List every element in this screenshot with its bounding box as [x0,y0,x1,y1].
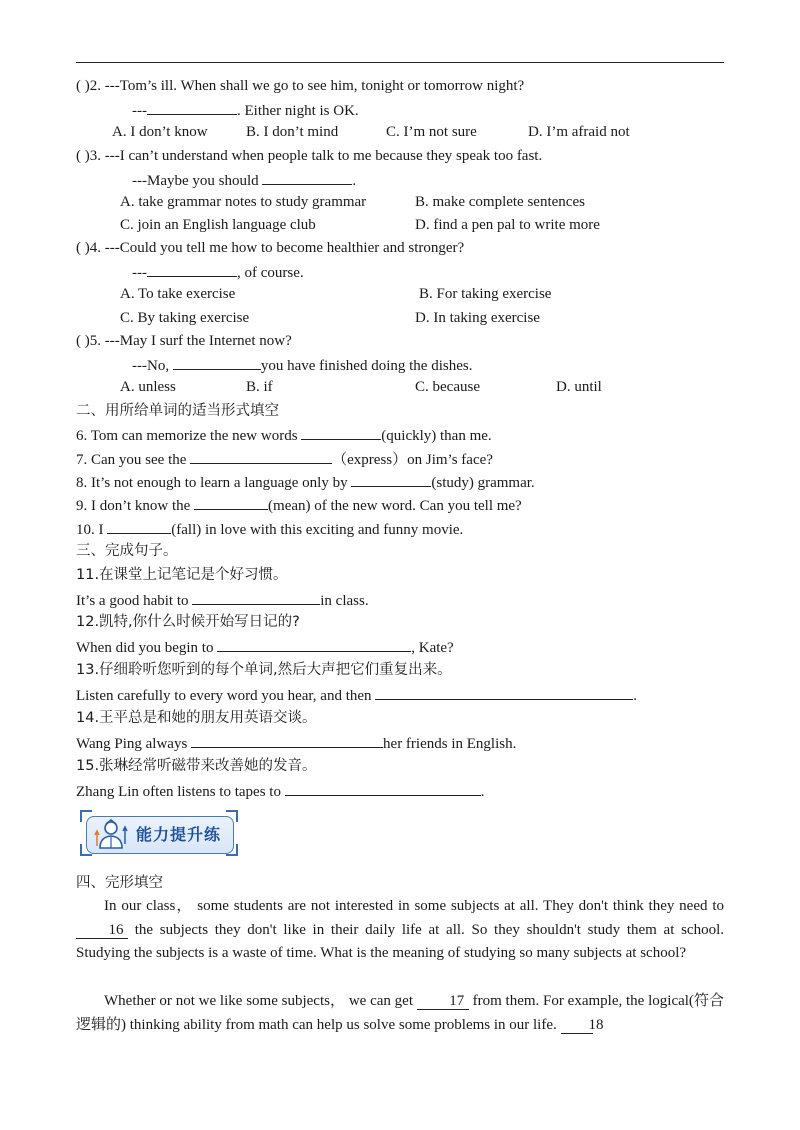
item-11-blank[interactable] [192,589,320,605]
q2-option-c[interactable]: C. I’m not sure [386,124,477,140]
item-14-chinese: 14.王平总是和她的朋友用英语交谈。 [76,710,317,726]
section2-heading: 二、用所给单词的适当形式填空 [76,403,279,419]
q4-option-a[interactable]: A. To take exercise [120,286,236,302]
q2-option-d[interactable]: D. I’m afraid not [528,124,630,140]
q4-reply [132,261,304,283]
q2-option-a[interactable]: A. I don’t know [112,124,208,140]
item-12-blank[interactable] [217,636,411,652]
item-9 [76,494,522,516]
item-11 [76,589,369,611]
item-8-blank[interactable] [351,471,431,487]
item-12 [76,636,454,658]
item-11-post: in class. [320,593,369,609]
q3-reply-pre: ---Maybe you should [132,173,263,189]
q2-reply-post: . Either night is OK. [237,103,359,119]
section4-heading: 四、完形填空 [76,875,163,891]
cloze-paragraph-1 [76,895,724,966]
q4-option-b[interactable]: B. For taking exercise [419,286,552,302]
item-10-post: (fall) in love with this exciting and funny movie. [171,522,464,538]
item-7-post: （express）on Jim’s face? [332,452,493,468]
item-10 [76,518,463,540]
q4-reply-pre: --- [132,265,147,281]
item-13-blank[interactable] [375,684,633,700]
item-15-post: . [480,784,485,800]
q5-reply-pre: ---No, [132,358,173,374]
item-6-pre: 6. Tom can memorize the new words [76,428,302,444]
q5-option-c[interactable]: C. because [415,379,480,395]
q4-option-d[interactable]: D. In taking exercise [415,310,540,326]
q4-option-c[interactable]: C. By taking exercise [120,310,250,326]
q3-option-a[interactable]: A. take grammar notes to study grammar [120,194,367,210]
item-14-blank[interactable] [191,732,383,748]
item-14 [76,732,516,754]
q5-blank[interactable] [173,354,261,370]
q3-reply-post: . [352,173,357,189]
item-15 [76,780,484,802]
item-11-pre: It’s a good habit to [76,593,193,609]
q5-reply-post: you have finished doing the dishes. [260,358,473,374]
q3-stem: ( )3. ---I can’t understand when people talk to me because they speak too fast. [76,148,543,164]
q3-option-b[interactable]: B. make complete sentences [415,194,585,210]
item-12-post: , Kate? [411,640,454,656]
item-13-post: . [633,688,638,704]
q2-reply-pre: --- [132,103,147,119]
item-7-blank[interactable] [190,448,332,464]
section3-heading: 三、完成句子。 [76,543,178,559]
q3-option-d[interactable]: D. find a pen pal to write more [415,217,600,233]
cloze-p1-part-b: the subjects they don't like in their daily life at all. So they shouldn't study them at school. Studying the subjects is a waste of time. What is the meaning of studying so many subjects at school? [76,921,724,961]
cloze-blank-18[interactable]: 18 [561,1017,593,1034]
item-8 [76,471,535,493]
header-rule [76,62,724,63]
q2-stem: ( )2. ---Tom’s ill. When shall we go to see him, tonight or tomorrow night? [76,78,525,94]
q3-blank[interactable] [262,169,352,185]
q5-reply [132,354,472,376]
cloze-p2-part-a: Whether or not we like some subjects， we can get [104,993,417,1009]
item-6-post: (quickly) than me. [381,428,492,444]
student-rocket-icon [94,818,130,852]
item-13-pre: Listen carefully to every word you hear, and then [76,688,376,704]
item-9-post: (mean) of the new word. Can you tell me? [268,498,522,514]
item-15-blank[interactable] [285,780,481,796]
item-6-blank[interactable] [301,424,381,440]
q4-stem: ( )4. ---Could you tell me how to become healthier and stronger? [76,240,465,256]
q2-reply [132,99,359,121]
q4-blank[interactable] [147,261,237,277]
q4-reply-post: , of course. [237,265,304,281]
item-10-pre: 10. I [76,522,108,538]
item-13-chinese: 13.仔细聆听您听到的每个单词,然后大声把它们重复出来。 [76,662,452,678]
q3-option-c[interactable]: C. join an English language club [120,217,316,233]
item-6 [76,424,492,446]
item-12-chinese: 12.凯特,你什么时候开始写日记的? [76,614,300,630]
cloze-p2-part-b: from them. For example, the logical(符合逻辑的) thinking ability from math can help us solve some problems in our life. [76,993,724,1033]
q5-stem: ( )5. ---May I surf the Internet now? [76,333,292,349]
item-15-pre: Zhang Lin often listens to tapes to [76,784,285,800]
q2-blank[interactable] [147,99,237,115]
q2-option-b[interactable]: B. I don’t mind [246,124,339,140]
q3-reply [132,169,356,191]
item-7 [76,448,493,470]
item-11-chinese: 11.在课堂上记笔记是个好习惯。 [76,567,288,583]
q5-option-d[interactable]: D. until [556,379,602,395]
item-13 [76,684,637,706]
ability-badge [80,810,238,856]
cloze-p1-part-a: In our class， some students are not interested in some subjects at all. They don't think they need to [104,898,724,914]
item-8-pre: 8. It’s not enough to learn a language only by [76,475,352,491]
q5-option-b[interactable]: B. if [246,379,273,395]
cloze-blank-17[interactable]: 17 [417,993,469,1010]
item-8-post: (study) grammar. [431,475,535,491]
item-9-pre: 9. I don’t know the [76,498,195,514]
item-7-pre: 7. Can you see the [76,452,191,468]
item-12-pre: When did you begin to [76,640,218,656]
cloze-paragraph-2 [76,990,724,1037]
item-14-pre: Wang Ping always [76,736,192,752]
item-10-blank[interactable] [107,518,171,534]
q5-option-a[interactable]: A. unless [120,379,176,395]
cloze-blank-16[interactable]: 16 [76,922,128,939]
item-15-chinese: 15.张琳经常听磁带来改善她的发音。 [76,758,317,774]
item-9-blank[interactable] [194,494,268,510]
item-14-post: her friends in English. [383,736,517,752]
badge-label: 能力提升练 [136,825,222,844]
